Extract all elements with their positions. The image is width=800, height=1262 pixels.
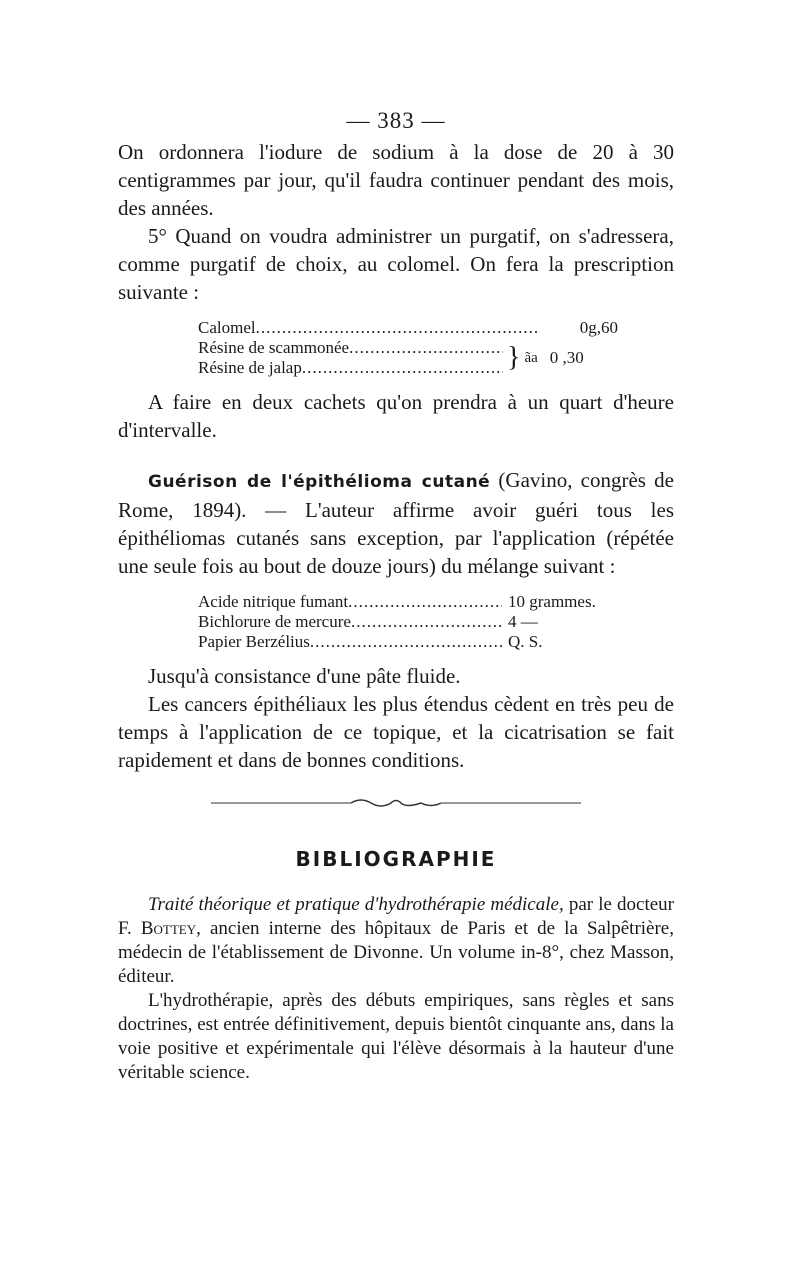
rx-row: Papier Berzélius ..... Q. S. bbox=[198, 632, 618, 652]
bibliography-entry: Traité théorique et pratique d'hydrothérapie médicale, par le docteur F. Bottey, ancien interne des hôpitaux de Paris et de la Salpêtrière, médecin de l'établissement de Divonne. Un volume in-8°, chez Masson, éditeur. bbox=[118, 894, 674, 987]
bibliography-review: L'hydrothérapie, après des débuts empiriques, sans règles et sans doctrines, est entrée définitivement, depuis bientôt cinquante ans, dans la voie positive et expérimentale qui l'élève désormais à la hauteur d'une véritable science. bbox=[118, 990, 674, 1083]
rx-qty: 0 ,30 bbox=[549, 348, 584, 367]
book-title: Traité théorique et pratique d'hydrothérapie médicale, bbox=[148, 894, 564, 915]
rx-brace-group bbox=[198, 338, 674, 378]
paragraph-iodure: On ordonnera l'iodure de sodium à la dose de 20 à 30 centigrammes par jour, qu'il faudra continuer pendant des mois, des années. bbox=[118, 140, 674, 220]
page bbox=[118, 108, 674, 1085]
paragraph-purgatif: 5° Quand on voudra administrer un purgatif, on s'adressera, comme purgatif de choix, au colomel. On fera la prescription suivante : bbox=[118, 224, 674, 304]
rx-aa: ãa bbox=[524, 350, 538, 366]
bibliography-heading: BIBLIOGRAPHIE bbox=[295, 847, 497, 871]
section-heading: Guérison de l'épithélioma cutané bbox=[148, 472, 491, 492]
rx-name: Calomel bbox=[198, 318, 256, 337]
paragraph-consistance: Jusqu'à consistance d'une pâte fluide. bbox=[148, 664, 461, 688]
rx-row-calomel bbox=[198, 318, 618, 338]
prescription-epithelioma bbox=[198, 592, 674, 652]
paragraph-epithelioma: Guérison de l'épithélioma cutané (Gavino, congrès de Rome, 1894). — L'auteur affirme avoir guéri tous les épithéliomas cutanés sans exception, par l'application (répétée une seule fois au bout de douze jours) du mélange suivant : bbox=[118, 468, 674, 578]
prescription-purgatif bbox=[198, 318, 674, 378]
rx-row: Bichlorure de mercure ..... 4 — bbox=[198, 612, 618, 632]
paragraph-cachets: A faire en deux cachets qu'on prendra à un quart d'heure d'intervalle. bbox=[118, 390, 674, 442]
bibliography-section bbox=[118, 893, 674, 1085]
paragraph-cancers: Les cancers épithéliaux les plus étendus cèdent en très peu de temps à l'application de ce topique, et la cicatrisation se fait rapidement et dans de bonnes conditions. bbox=[118, 692, 674, 772]
author-name: Bottey, bbox=[140, 918, 201, 939]
rx-row-scammonee: Résine de scammonée ..... bbox=[198, 338, 503, 358]
rx-qty: 0g,60 bbox=[579, 318, 618, 337]
rx-row: Acide nitrique fumant ..... 10 grammes. bbox=[198, 592, 618, 612]
page-number: — 383 — bbox=[346, 108, 446, 133]
rx-row-jalap: Résine de jalap ..... bbox=[198, 358, 503, 378]
ornament-divider bbox=[118, 796, 674, 815]
ornament-rule-icon bbox=[211, 796, 581, 810]
brace-symbol: } bbox=[507, 342, 521, 373]
